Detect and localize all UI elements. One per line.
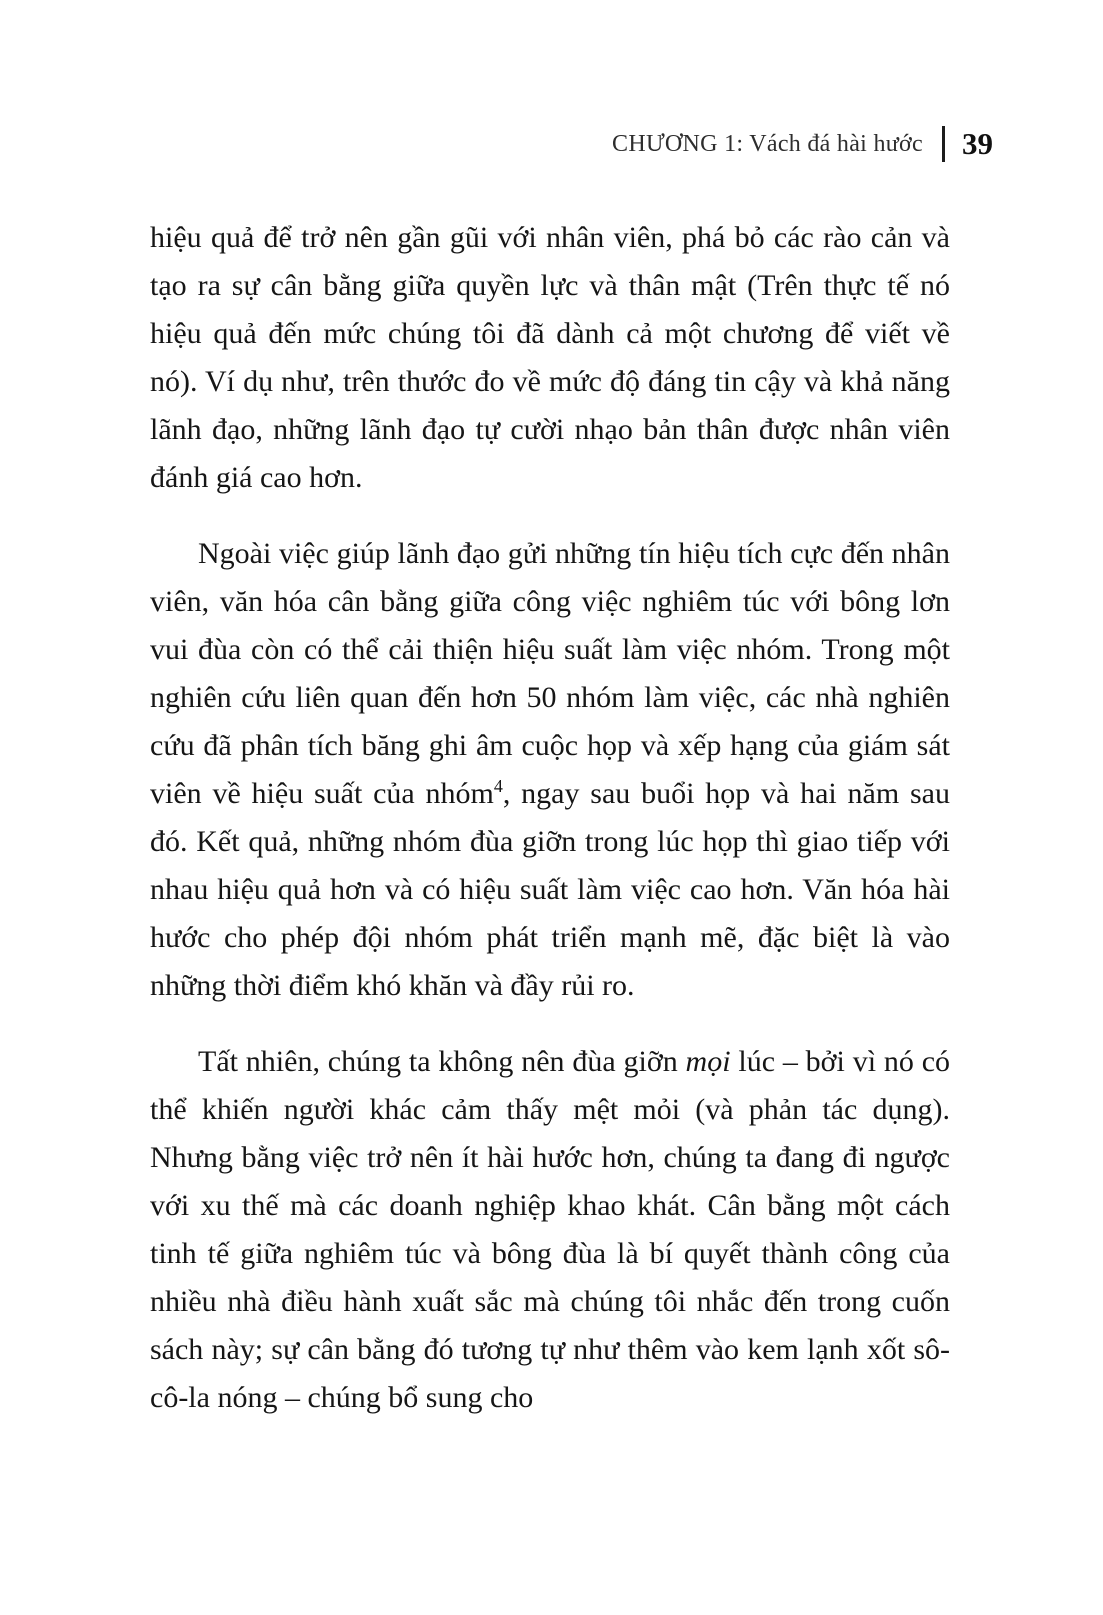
paragraph-text: lúc – bởi vì nó có thể khiến người khác cảm thấy mệt mỏi (và phản tác dụng). Nhưng bằng việc trở nên ít hài hước hơn, chúng ta đang đi ngược với xu thế mà các doanh nghiệp khao khát. Cân bằng một cách tinh tế giữa nghiêm túc và bông đùa là bí quyết thành công của nhiều nhà điều hành xuất sắc mà chúng tôi nhắc đến trong cuốn sách này; sự cân bằng đó tương tự như thêm vào kem lạnh xốt sô-cô-la nóng – chúng bổ sung cho (150, 1045, 951, 1414)
footnote-ref-4: 4 (493, 776, 503, 796)
paragraph-3 (150, 1038, 950, 1422)
paragraph-text: hiệu quả để trở nên gần gũi với nhân viên, phá bỏ các rào cản và tạo ra sự cân bằng giữa quyền lực và thân mật (Trên thực tế nó hiệu quả đến mức chúng tôi đã dành cả một chương để viết về nó). Ví dụ như, trên thước đo về mức độ đáng tin cậy và khả năng lãnh đạo, những lãnh đạo tự cười nhạo bản thân được nhân viên đánh giá cao hơn. (150, 221, 950, 494)
paragraph-text: Tất nhiên, chúng ta không nên đùa giỡn (198, 1045, 686, 1078)
chapter-title: CHƯƠNG 1: Vách đá hài hước (612, 130, 923, 157)
paragraph-1 (150, 214, 950, 502)
paragraph-text: , ngay sau buổi họp và hai năm sau đó. Kết quả, những nhóm đùa giỡn trong lúc họp thì giao tiếp với nhau hiệu quả hơn và có hiệu suất làm việc cao hơn. Văn hóa hài hước cho phép đội nhóm phát triển mạnh mẽ, đặc biệt là vào những thời điểm khó khăn và đầy rủi ro. (150, 777, 950, 1002)
header-separator-bar (942, 126, 945, 162)
italic-emphasis: mọi (685, 1045, 731, 1078)
paragraph-text: Ngoài việc giúp lãnh đạo gửi những tín hiệu tích cực đến nhân viên, văn hóa cân bằng giữa công việc nghiêm túc với bông lơn vui đùa còn có thể cải thiện hiệu suất làm việc nhóm. Trong một nghiên cứu liên quan đến hơn 50 nhóm làm việc, các nhà nghiên cứu đã phân tích băng ghi âm cuộc họp và xếp hạng của giám sát viên về hiệu suất của nhóm (150, 537, 950, 810)
paragraph-2 (150, 530, 950, 1010)
body-text (150, 214, 950, 1422)
page-number: 39 (962, 126, 993, 161)
page-header (612, 122, 993, 166)
